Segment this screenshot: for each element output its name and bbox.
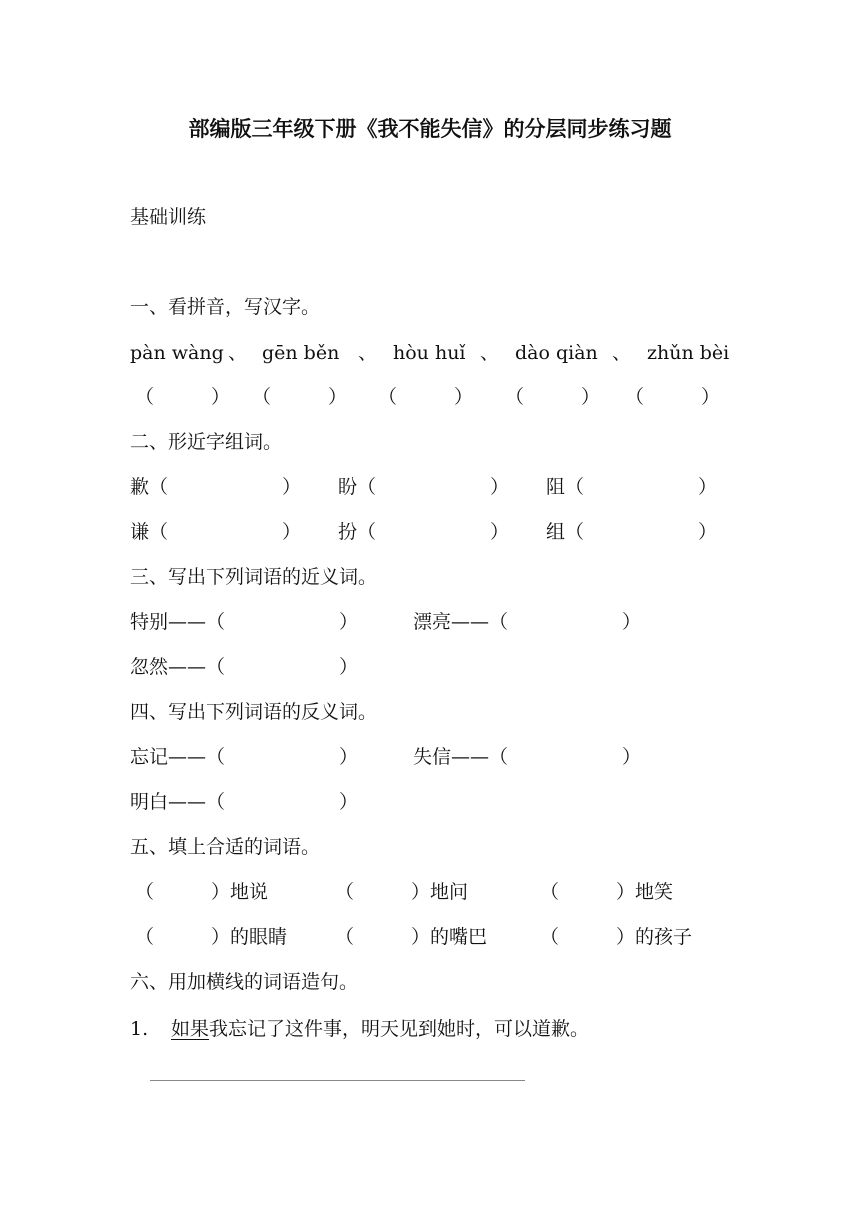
fill-word-item[interactable]: （ ）地问 <box>335 881 469 903</box>
page-title: 部编版三年级下册《我不能失信》的分层同步练习题 <box>188 116 672 141</box>
answer-blank[interactable]: （ ） <box>252 386 348 408</box>
synonym-item[interactable]: 特别——（ ） <box>130 611 359 633</box>
sentence-rest: 我忘记了这件事，明天见到她时，可以道歉。 <box>209 1018 590 1040</box>
underlined-word: 如果 <box>171 1018 210 1040</box>
pinyin-3: hòu huǐ <box>393 342 466 364</box>
question-1-heading: 一、看拼音，写汉字。 <box>130 296 321 318</box>
antonym-item[interactable]: 忘记——（ ） <box>130 746 359 768</box>
fill-word-item[interactable]: （ ）的眼睛 <box>135 926 288 948</box>
fill-word-item[interactable]: （ ）地笑 <box>540 881 674 903</box>
question-3-heading: 三、写出下列词语的近义词。 <box>130 566 378 588</box>
word-group-item[interactable]: 扮（ ） <box>338 521 510 543</box>
pinyin-separator: 、 <box>228 342 248 364</box>
question-6-heading: 六、用加横线的词语造句。 <box>130 971 359 993</box>
pinyin-separator: 、 <box>358 342 378 364</box>
word-group-item[interactable]: 组（ ） <box>546 521 718 543</box>
word-group-item[interactable]: 谦（ ） <box>130 521 302 543</box>
answer-blank[interactable]: （ ） <box>135 386 231 408</box>
question-5-heading: 五、填上合适的词语。 <box>130 836 321 858</box>
question-4-heading: 四、写出下列词语的反义词。 <box>130 701 378 723</box>
word-group-item[interactable]: 歉（ ） <box>130 476 302 498</box>
question-2-heading: 二、形近字组词。 <box>130 431 283 453</box>
answer-blank[interactable]: （ ） <box>378 386 474 408</box>
answer-blank[interactable]: （ ） <box>505 386 601 408</box>
fill-word-item[interactable]: （ ）的嘴巴 <box>335 926 488 948</box>
fill-word-item[interactable]: （ ）的孩子 <box>540 926 693 948</box>
answer-blank[interactable]: （ ） <box>625 386 721 408</box>
fill-word-item[interactable]: （ ）地说 <box>135 881 269 903</box>
section-heading: 基础训练 <box>130 206 207 228</box>
pinyin-5: zhǔn bèi <box>647 342 730 364</box>
example-sentence <box>171 1017 589 1041</box>
word-group-item[interactable]: 阻（ ） <box>546 476 718 498</box>
item-number: 1. <box>130 1018 149 1040</box>
synonym-item[interactable]: 忽然——（ ） <box>130 656 359 678</box>
antonym-item[interactable]: 失信——（ ） <box>413 746 642 768</box>
antonym-item[interactable]: 明白——（ ） <box>130 791 359 813</box>
pinyin-1: pàn wàng <box>130 342 224 364</box>
pinyin-4: dào qiàn <box>515 342 598 364</box>
answer-line[interactable] <box>150 1080 525 1081</box>
pinyin-2: gēn běn <box>262 342 340 364</box>
pinyin-separator: 、 <box>612 342 632 364</box>
word-group-item[interactable]: 盼（ ） <box>338 476 510 498</box>
pinyin-separator: 、 <box>480 342 500 364</box>
synonym-item[interactable]: 漂亮——（ ） <box>413 611 642 633</box>
